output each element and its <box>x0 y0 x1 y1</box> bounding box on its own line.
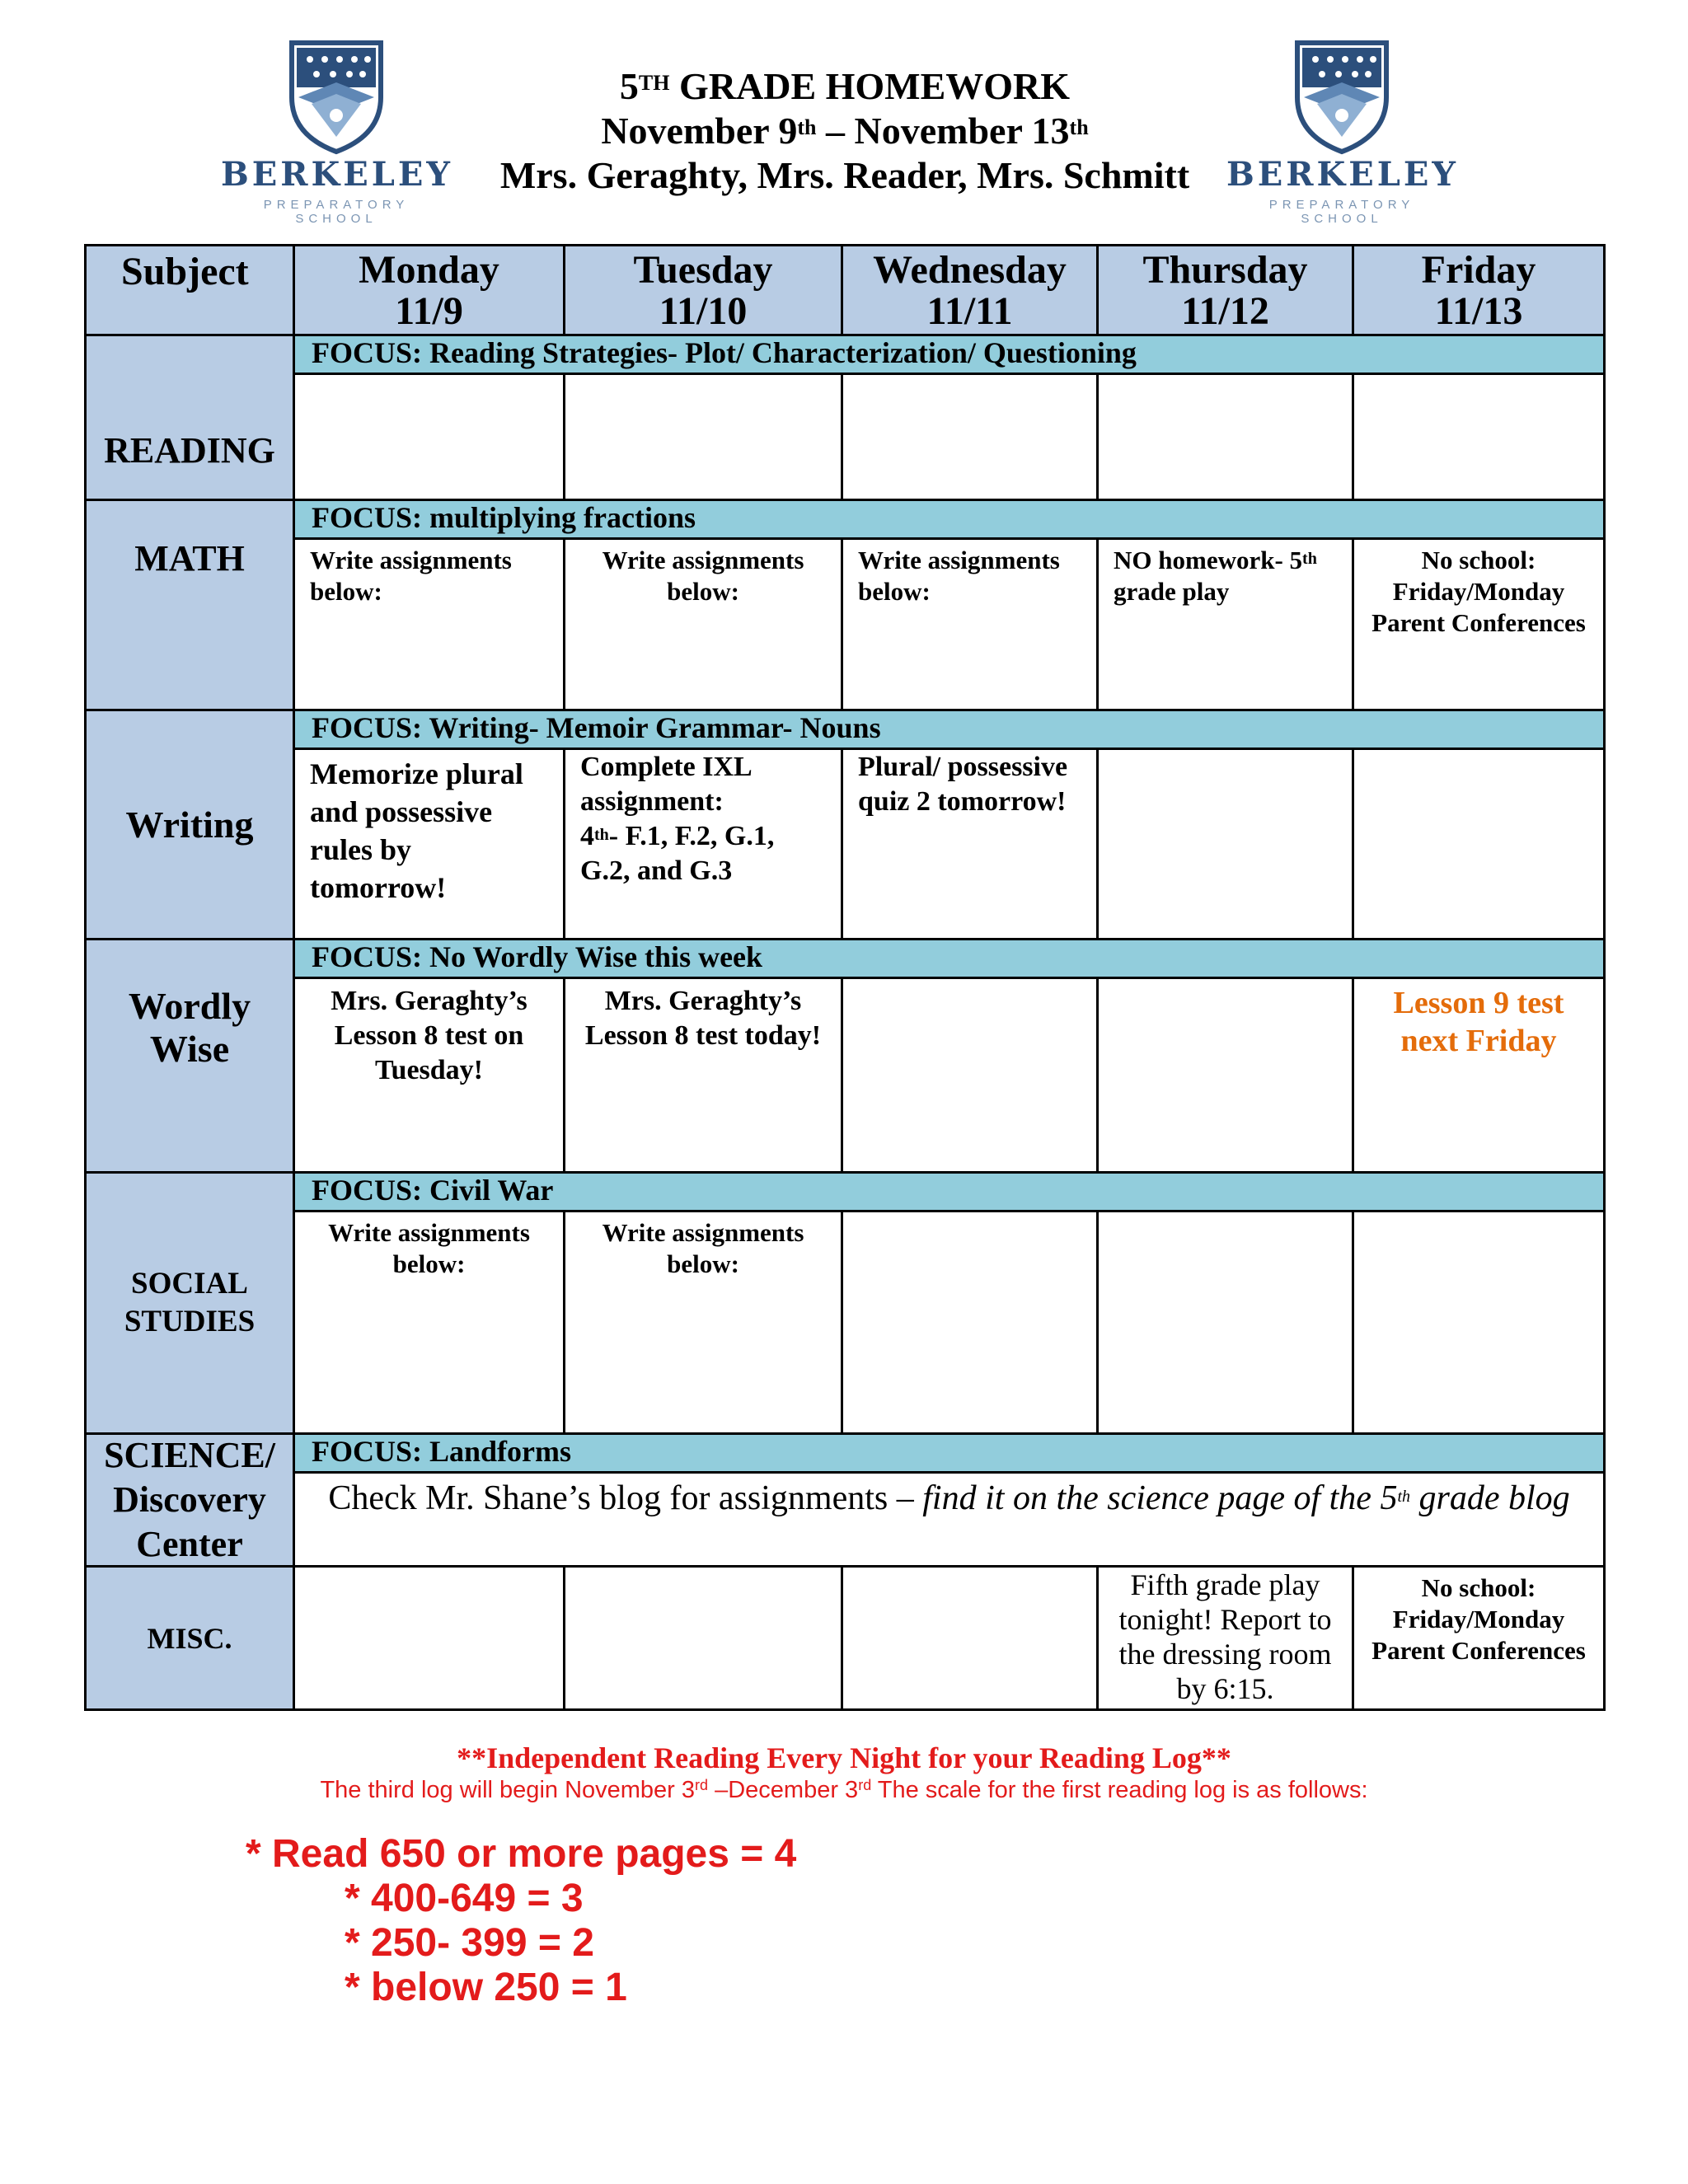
reading-log-dates: The third log will begin November 3rd –December 3rd The scale for the first reading log is as follows: <box>320 1777 1368 1803</box>
social-friday <box>1352 1210 1606 1435</box>
writing-monday: Memorize plural and possessive rules by tomorrow! <box>293 748 565 940</box>
reading-tuesday <box>563 373 843 501</box>
subject-wordly-wise: Wordly Wise <box>84 938 295 1174</box>
focus-reading: FOCUS: Reading Strategies- Plot/ Characterization/ Questioning <box>293 334 1606 375</box>
wordly-tuesday: Mrs. Geraghty’s Lesson 8 test today! <box>563 977 843 1174</box>
subject-reading: READING <box>84 334 295 501</box>
shield-icon <box>1292 40 1391 155</box>
math-tuesday: Write assignments below: <box>563 537 843 711</box>
reading-thursday <box>1096 373 1354 501</box>
focus-social-studies: FOCUS: Civil War <box>293 1171 1606 1212</box>
wordly-friday: Lesson 9 test next Friday <box>1352 977 1606 1174</box>
reading-log-title: **Independent Reading Every Night for your Reading Log** <box>457 1741 1231 1774</box>
scale-item: * Read 650 or more pages = 4 <box>246 1832 797 1876</box>
misc-tuesday <box>563 1565 843 1711</box>
math-monday: Write assignments below: <box>293 537 565 711</box>
title-block <box>462 64 1228 198</box>
page-title: 5TH GRADE HOMEWORK <box>619 65 1071 107</box>
logo-subwordmark: PREPARATORY SCHOOL <box>263 198 410 226</box>
day-header-monday: Monday 11/9 <box>293 244 565 336</box>
subject-misc: MISC. <box>84 1565 295 1711</box>
reading-monday <box>293 373 565 501</box>
day-header-thursday: Thursday 11/12 <box>1096 244 1354 336</box>
writing-wednesday: Plural/ possessive quiz 2 tomorrow! <box>841 748 1099 940</box>
math-friday: No school: Friday/Monday Parent Conferences <box>1352 537 1606 711</box>
math-wednesday: Write assignments below: <box>841 537 1099 711</box>
social-monday: Write assignments below: <box>293 1210 565 1435</box>
logo-wordmark: BERKELEY <box>1226 155 1459 194</box>
subject-header: Subject <box>84 244 295 336</box>
homework-table <box>84 244 1606 1711</box>
writing-tuesday: Complete IXL assignment: 4th- F.1, F.2, G.1, G.2, and G.3 <box>563 748 843 940</box>
teacher-names: Mrs. Geraghty, Mrs. Reader, Mrs. Schmitt <box>499 154 1190 196</box>
writing-thursday <box>1096 748 1354 940</box>
day-header-tuesday: Tuesday 11/10 <box>563 244 843 336</box>
misc-monday <box>293 1565 565 1711</box>
day-header-wednesday: Wednesday 11/11 <box>841 244 1099 336</box>
shield-icon <box>287 40 386 155</box>
focus-science: FOCUS: Landforms <box>293 1432 1606 1474</box>
wordly-monday: Mrs. Geraghty’s Lesson 8 test on Tuesday! <box>293 977 565 1174</box>
social-thursday <box>1096 1210 1354 1435</box>
reading-friday <box>1352 373 1606 501</box>
subject-science: SCIENCE/ Discovery Center <box>84 1432 295 1568</box>
berkeley-logo-right <box>1226 40 1459 226</box>
misc-wednesday <box>841 1565 1099 1711</box>
logo-wordmark: BERKELEY <box>221 155 453 194</box>
focus-math: FOCUS: multiplying fractions <box>293 499 1606 540</box>
math-thursday: NO homework- 5th grade play <box>1096 537 1354 711</box>
date-range: November 9th – November 13th <box>601 110 1089 152</box>
scale-item: * 400-649 = 3 <box>345 1877 584 1920</box>
misc-friday: No school: Friday/Monday Parent Conferences <box>1352 1565 1606 1711</box>
writing-friday <box>1352 748 1606 940</box>
wordly-wednesday <box>841 977 1099 1174</box>
subject-math: MATH <box>84 499 295 711</box>
subject-social-studies: SOCIAL STUDIES <box>84 1171 295 1435</box>
focus-wordly-wise: FOCUS: No Wordly Wise this week <box>293 938 1606 979</box>
reading-wednesday <box>841 373 1099 501</box>
subject-writing: Writing <box>84 709 295 940</box>
scale-item: * 250- 399 = 2 <box>345 1921 594 1965</box>
wordly-thursday <box>1096 977 1354 1174</box>
berkeley-logo-left <box>221 40 453 226</box>
day-header-friday: Friday 11/13 <box>1352 244 1606 336</box>
focus-writing: FOCUS: Writing- Memoir Grammar- Nouns <box>293 709 1606 750</box>
misc-thursday: Fifth grade play tonight! Report to the dressing room by 6:15. <box>1096 1565 1354 1711</box>
science-assignments: Check Mr. Shane’s blog for assignments – find it on the science page of the 5th grade blog <box>293 1471 1606 1568</box>
social-wednesday <box>841 1210 1099 1435</box>
logo-subwordmark: PREPARATORY SCHOOL <box>1268 198 1415 226</box>
social-tuesday: Write assignments below: <box>563 1210 843 1435</box>
scale-item: * below 250 = 1 <box>345 1966 627 2009</box>
